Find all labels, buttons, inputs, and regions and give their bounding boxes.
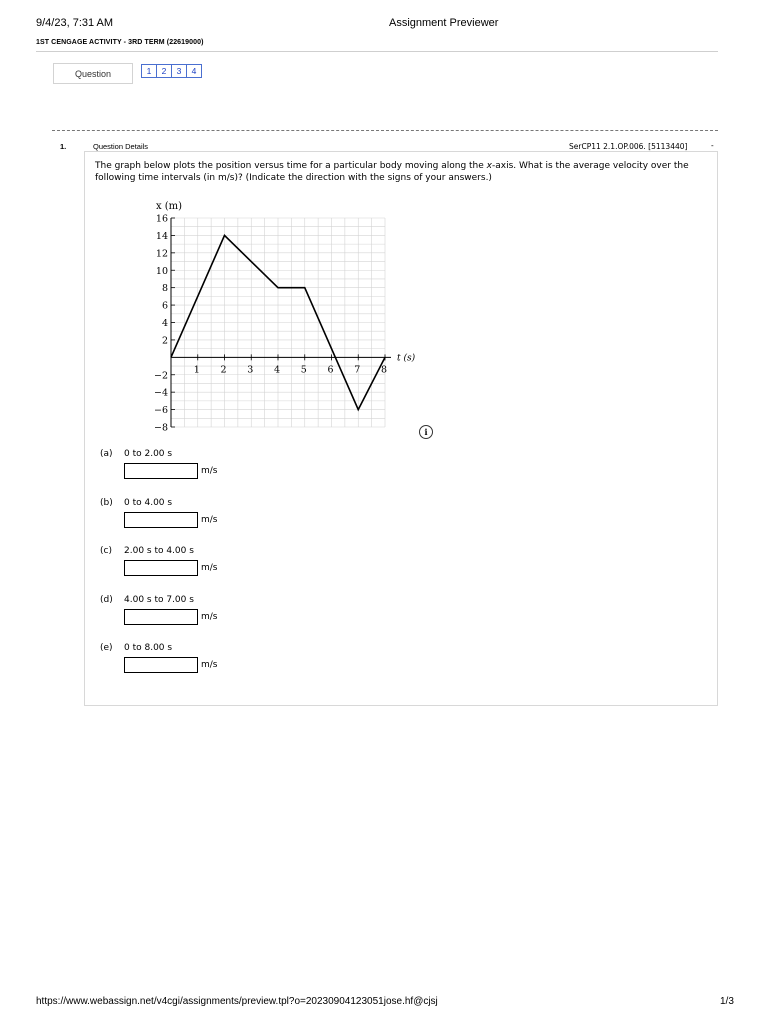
y-axis-label: x (m) — [155, 201, 183, 212]
y-tick-label: 16 — [155, 213, 168, 225]
x-tick-label: 6 — [327, 364, 334, 376]
y-tick-label: 8 — [161, 283, 168, 295]
answer-input-5[interactable] — [124, 657, 198, 673]
unit-label: m/s — [201, 660, 218, 670]
y-tick-label: −2 — [153, 370, 168, 382]
x-tick-label: 1 — [193, 364, 200, 376]
part-label-2 — [100, 498, 172, 508]
question-text — [95, 160, 695, 184]
y-tick-label: 10 — [155, 265, 168, 277]
answer-input-1[interactable] — [124, 463, 198, 479]
x-tick-label: 4 — [273, 364, 281, 376]
unit-label: m/s — [201, 611, 218, 622]
course-title: 1ST CENGAGE ACTIVITY - 3RD TERM (22619000) — [36, 39, 204, 46]
answer-input-2[interactable] — [124, 512, 198, 528]
footer-url: https://www.webassign.net/v4cgi/assignments/preview.tpl?o=20230904123051jose.hf@cjsj — [36, 996, 438, 1007]
y-tick-label: 2 — [161, 335, 168, 347]
part-interval: 0 to 2.00 s — [124, 449, 173, 459]
part-letter: (b) — [100, 497, 113, 508]
x-tick-label: 8 — [380, 364, 388, 376]
header-divider — [36, 51, 718, 52]
question-divider — [52, 130, 718, 131]
collapse-toggle[interactable]: - — [711, 141, 714, 150]
question-nav-links — [141, 64, 201, 78]
answer-input-4[interactable] — [124, 609, 198, 625]
info-icon[interactable]: i — [419, 425, 433, 439]
question-reference: SerCP11 2.1.OP.006. [5113440] — [569, 142, 688, 151]
graph-tick-labels — [154, 214, 387, 434]
part-letter: (a) — [100, 449, 113, 459]
part-label-3 — [100, 546, 194, 556]
x-tick-label: 5 — [300, 364, 307, 376]
unit-label: m/s — [201, 563, 218, 573]
part-interval: 4.00 s to 7.00 s — [124, 594, 194, 605]
print-date: 9/4/23, 7:31 AM — [36, 17, 114, 29]
question-link-1[interactable]: 1 — [141, 64, 157, 78]
question-text-after: -axis. What is the average velocity over the following time intervals (in m/s)? (Indicate the direction with the signs of your answers.) — [95, 161, 689, 183]
question-nav-label: Question — [53, 63, 133, 84]
part-letter: (e) — [100, 643, 113, 653]
question-text-variable: x — [486, 161, 492, 171]
part-letter: (c) — [100, 546, 112, 556]
part-label-1 — [100, 449, 172, 459]
question-text-before: The graph below plots the position versus time for a particular body moving along the — [95, 161, 487, 171]
question-link-4[interactable]: 4 — [186, 64, 202, 78]
question-number: 1. — [60, 142, 67, 151]
answer-input-3[interactable] — [124, 560, 198, 576]
print-title: Assignment Previewer — [389, 17, 499, 29]
question-link-2[interactable]: 2 — [156, 64, 172, 78]
part-interval: 2.00 s to 4.00 s — [124, 546, 194, 556]
y-tick-label: 14 — [155, 230, 168, 242]
part-letter: (d) — [100, 594, 113, 605]
x-tick-label: 2 — [220, 364, 227, 376]
x-axis-label: t (s) — [397, 353, 416, 364]
unit-label: m/s — [201, 466, 218, 476]
y-tick-label: −6 — [153, 405, 168, 417]
part-interval: 0 to 8.00 s — [124, 643, 173, 653]
question-link-3[interactable]: 3 — [171, 64, 187, 78]
y-tick-label: 6 — [161, 300, 168, 312]
footer-page-number: 1/3 — [720, 996, 734, 1007]
x-tick-label: 7 — [354, 364, 361, 376]
part-label-4 — [100, 595, 194, 605]
question-details-label: Question Details — [93, 142, 149, 151]
position-time-graph — [140, 198, 416, 436]
y-tick-label: −8 — [153, 422, 168, 434]
y-tick-label: 4 — [161, 318, 168, 329]
unit-label: m/s — [201, 514, 218, 525]
y-tick-label: −4 — [153, 387, 168, 399]
x-tick-label: 3 — [247, 364, 254, 376]
part-interval: 0 to 4.00 s — [124, 497, 173, 508]
y-tick-label: 12 — [155, 248, 168, 260]
part-label-5 — [100, 643, 172, 653]
